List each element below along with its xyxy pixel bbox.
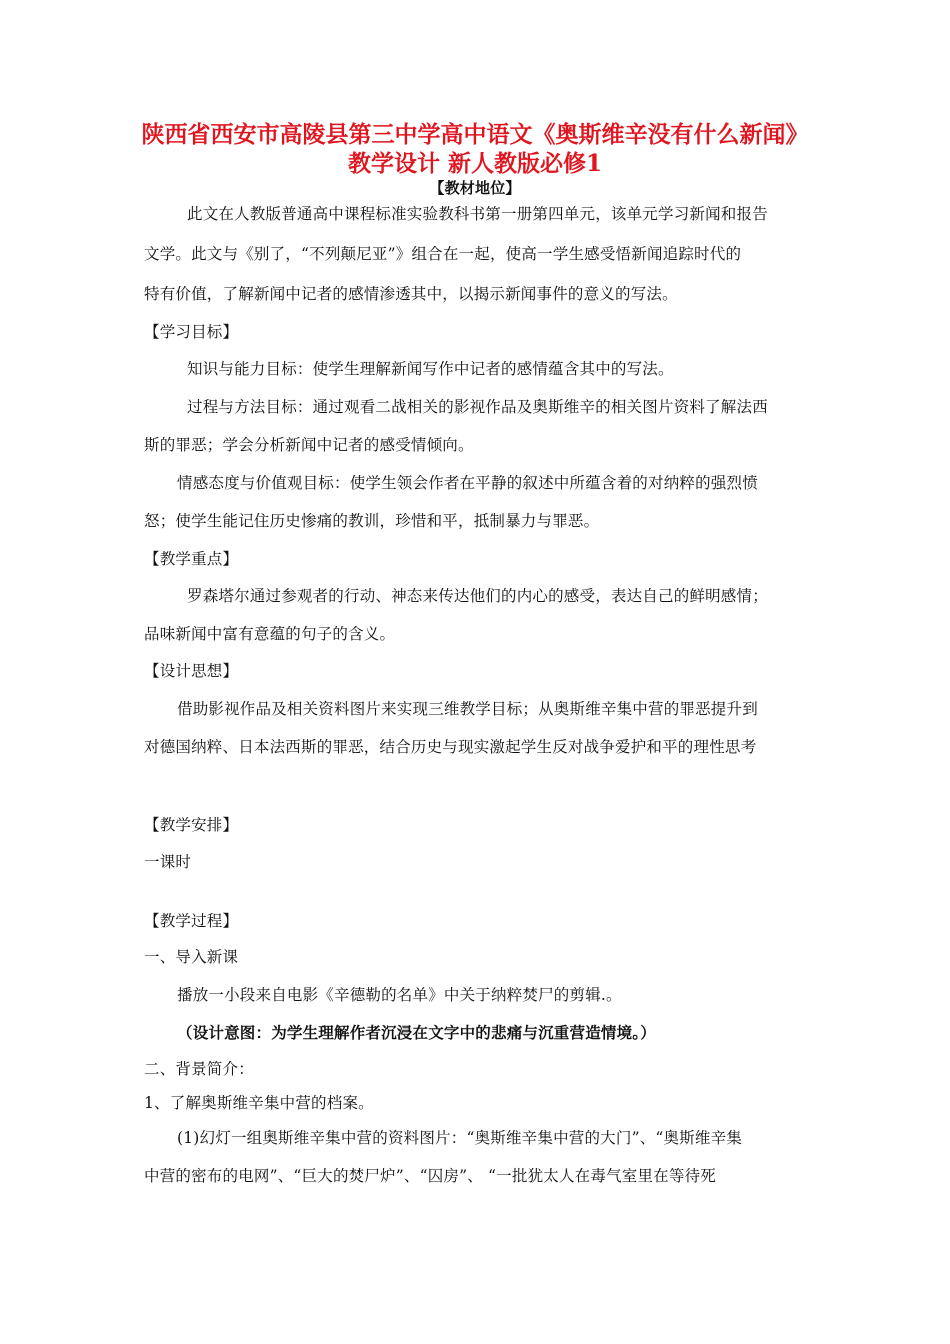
paragraph-line: 对德国纳粹、日本法西斯的罪恶，结合历史与现实激起学生反对战争爱护和平的理性思考	[144, 738, 757, 756]
section-heading-objectives: 【学习目标】	[144, 323, 239, 341]
section-heading-material-position: 【教材地位】	[429, 179, 521, 197]
paragraph-line: 二、背景简介：	[144, 1060, 254, 1078]
design-intent-note: （设计意图：为学生理解作者沉浸在文字中的悲痛与沉重营造情境。）	[177, 1023, 656, 1042]
document-title-line-2: 教学设计 新人教版必修1	[347, 150, 602, 177]
section-heading-process: 【教学过程】	[144, 912, 239, 930]
paragraph-line: 怒；使学生能记住历史惨痛的教训，珍惜和平，抵制暴力与罪恶。	[144, 512, 600, 530]
paragraph-line: 借助影视作品及相关资料图片来实现三维教学目标；从奥斯维辛集中营的罪恶提升到	[177, 700, 758, 718]
section-heading-arrangement: 【教学安排】	[144, 816, 239, 834]
section-heading-design-idea: 【设计思想】	[144, 662, 239, 680]
paragraph-line: 过程与方法目标：通过观看二战相关的影视作品及奥斯维辛的相关图片资料了解法西	[187, 398, 768, 416]
paragraph-line: 1、了解奥斯维辛集中营的档案。	[144, 1094, 374, 1112]
paragraph-line: 文学。此文与《别了，“不列颠尼亚”》组合在一起，使高一学生感受悟新闻追踪时代的	[144, 245, 742, 263]
paragraph-line: 情感态度与价值观目标：使学生领会作者在平静的叙述中所蕴含着的对纳粹的强烈愤	[177, 474, 758, 492]
paragraph-line: 一、导入新课	[144, 948, 239, 966]
paragraph-line: 品味新闻中富有意蕴的句子的含义。	[144, 625, 396, 643]
paragraph-line: 此文在人教版普通高中课程标准实验教科书第一册第四单元，该单元学习新闻和报告	[187, 205, 768, 223]
paragraph-line: 特有价值，了解新闻中记者的感情渗透其中，以揭示新闻事件的意义的写法。	[144, 285, 678, 303]
paragraph-line: 罗森塔尔通过参观者的行动、神态来传达他们的内心的感受，表达自己的鲜明感情；	[187, 587, 768, 605]
section-heading-key-points: 【教学重点】	[144, 550, 239, 568]
paragraph-line: 一课时	[144, 853, 192, 871]
paragraph-line: 知识与能力目标：使学生理解新闻写作中记者的感情蕴含其中的写法。	[187, 360, 674, 378]
document-title-line-1: 陕西省西安市高陵县第三中学高中语文《奥斯维辛没有什么新闻》	[141, 121, 809, 148]
paragraph-line: 斯的罪恶；学会分析新闻中记者的感受情倾向。	[144, 436, 474, 454]
paragraph-line: 播放一小段来自电影《辛德勒的名单》中关于纳粹焚尸的剪辑.。	[177, 986, 622, 1004]
paragraph-line: 中营的密布的电网”、“巨大的焚尸炉”、“囚房”、 “一批犹太人在毒气室里在等待死	[144, 1167, 716, 1185]
paragraph-line: (1)幻灯一组奥斯维辛集中营的资料图片：“奥斯维辛集中营的大门”、“奥斯维辛集	[177, 1129, 743, 1147]
